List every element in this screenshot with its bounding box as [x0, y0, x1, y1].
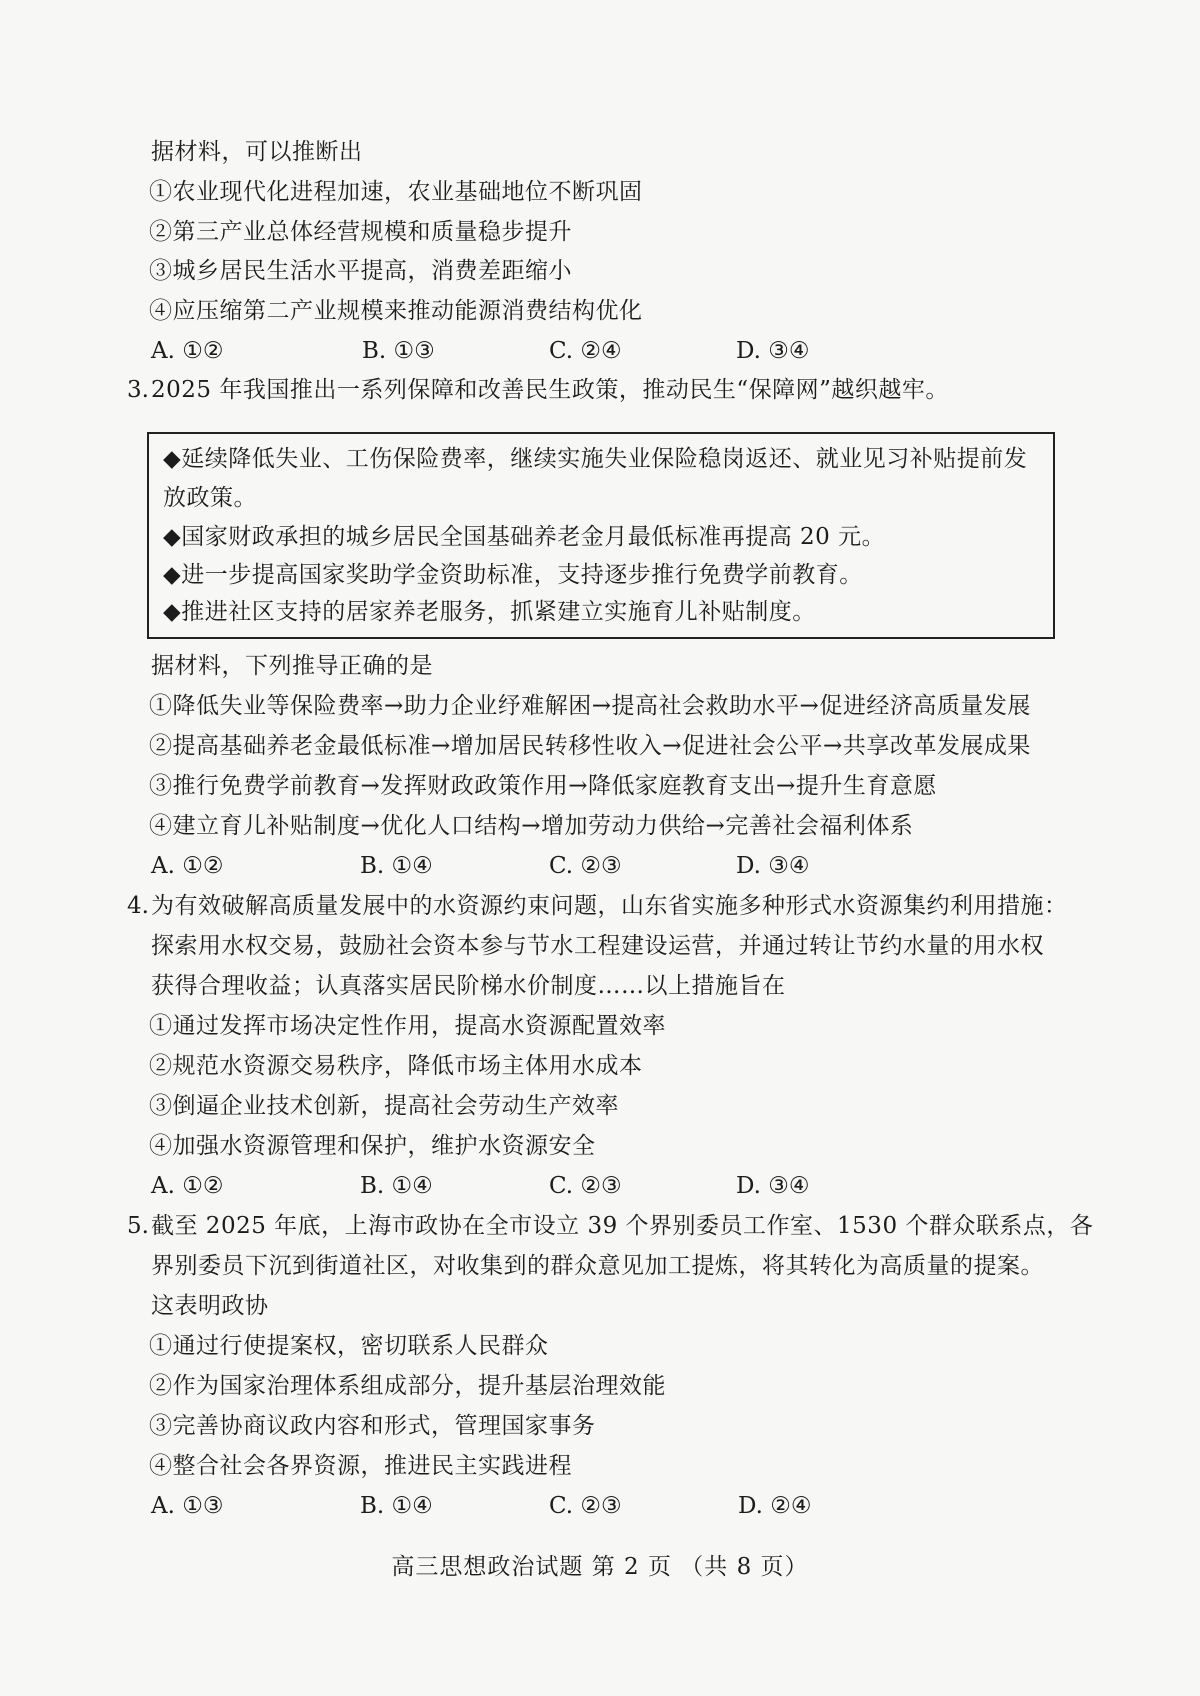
q2-option-c: C. ②④	[549, 338, 622, 364]
q3-item-4: ④建立育儿补贴制度→优化人口结构→增加劳动力供给→完善社会福利体系	[149, 813, 914, 839]
q2-item-3: ③城乡居民生活水平提高，消费差距缩小	[149, 258, 572, 284]
q4-number: 4.	[127, 893, 149, 919]
q2-option-b: B. ①③	[362, 338, 435, 364]
q4-item-1: ①通过发挥市场决定性作用，提高水资源配置效率	[149, 1013, 666, 1039]
q5-item-1: ①通过行使提案权，密切联系人民群众	[149, 1333, 549, 1359]
q3-box-line-4: ◆进一步提高国家奖助学金资助标准，支持逐步推行免费学前教育。	[163, 562, 863, 588]
q5-item-3: ③完善协商议政内容和形式，管理国家事务	[149, 1413, 596, 1439]
q5-stem-line-2: 界别委员下沉到街道社区，对收集到的群众意见加工提炼，将其转化为高质量的提案。	[151, 1253, 1044, 1279]
q2-option-d: D. ③④	[736, 338, 810, 364]
q5-option-d: D. ②④	[738, 1493, 812, 1519]
q3-box-line-2: 放政策。	[163, 485, 257, 511]
q5-item-4: ④整合社会各界资源，推进民主实践进程	[149, 1453, 572, 1479]
q3-prompt: 据材料，下列推导正确的是	[151, 653, 433, 679]
q4-item-2: ②规范水资源交易秩序，降低市场主体用水成本	[149, 1053, 643, 1079]
q5-number: 5.	[127, 1213, 149, 1239]
q4-item-3: ③倒逼企业技术创新，提高社会劳动生产效率	[149, 1093, 619, 1119]
q3-option-d: D. ③④	[736, 853, 810, 879]
q5-stem-line-3: 这表明政协	[151, 1293, 269, 1319]
q3-box-line-1: ◆延续降低失业、工伤保险费率，继续实施失业保险稳岗返还、就业见习补贴提前发	[163, 446, 1028, 472]
q3-box-line-5: ◆推进社区支持的居家养老服务，抓紧建立实施育儿补贴制度。	[163, 599, 816, 625]
q2-item-1: ①农业现代化进程加速，农业基础地位不断巩固	[149, 179, 643, 205]
q2-item-4: ④应压缩第二产业规模来推动能源消费结构优化	[149, 298, 643, 324]
q2-option-a: A. ①②	[151, 338, 224, 364]
q3-item-1: ①降低失业等保险费率→助力企业纾难解困→提高社会救助水平→促进经济高质量发展	[149, 693, 1031, 719]
q4-option-d: D. ③④	[736, 1173, 810, 1199]
page-footer: 高三思想政治试题 第 2 页 （共 8 页）	[391, 1554, 809, 1580]
q2-item-2: ②第三产业总体经营规模和质量稳步提升	[149, 219, 572, 245]
q3-option-a: A. ①②	[151, 853, 224, 879]
q4-stem-line-3: 获得合理收益；认真落实居民阶梯水价制度……以上措施旨在	[151, 973, 786, 999]
q5-item-2: ②作为国家治理体系组成部分，提升基层治理效能	[149, 1373, 666, 1399]
q3-item-3: ③推行免费学前教育→发挥财政政策作用→降低家庭教育支出→提升生育意愿	[149, 773, 937, 799]
q3-box-line-3: ◆国家财政承担的城乡居民全国基础养老金月最低标准再提高 20 元。	[163, 524, 886, 550]
q4-stem-line-2: 探索用水权交易，鼓励社会资本参与节水工程建设运营，并通过转让节约水量的用水权	[151, 933, 1044, 959]
q4-option-b: B. ①④	[360, 1173, 433, 1199]
q5-option-b: B. ①④	[360, 1493, 433, 1519]
q3-item-2: ②提高基础养老金最低标准→增加居民转移性收入→促进社会公平→共享改革发展成果	[149, 733, 1031, 759]
q5-stem-line-1: 截至 2025 年底，上海市政协在全市设立 39 个界别委员工作室、1530 个群众联系点，各	[151, 1213, 1094, 1239]
q4-item-4: ④加强水资源管理和保护，维护水资源安全	[149, 1133, 596, 1159]
q4-stem-line-1: 为有效破解高质量发展中的水资源约束问题，山东省实施多种形式水资源集约利用措施：	[151, 893, 1068, 919]
q3-stem: 2025 年我国推出一系列保障和改善民生政策，推动民生“保障网”越织越牢。	[151, 377, 949, 403]
q3-option-c: C. ②③	[549, 853, 622, 879]
q3-option-b: B. ①④	[360, 853, 433, 879]
q3-number: 3.	[127, 377, 149, 403]
q5-option-c: C. ②③	[549, 1493, 622, 1519]
q5-option-a: A. ①③	[151, 1493, 224, 1519]
q4-option-a: A. ①②	[151, 1173, 224, 1199]
q4-option-c: C. ②③	[549, 1173, 622, 1199]
q2-stem: 据材料，可以推断出	[151, 139, 363, 165]
